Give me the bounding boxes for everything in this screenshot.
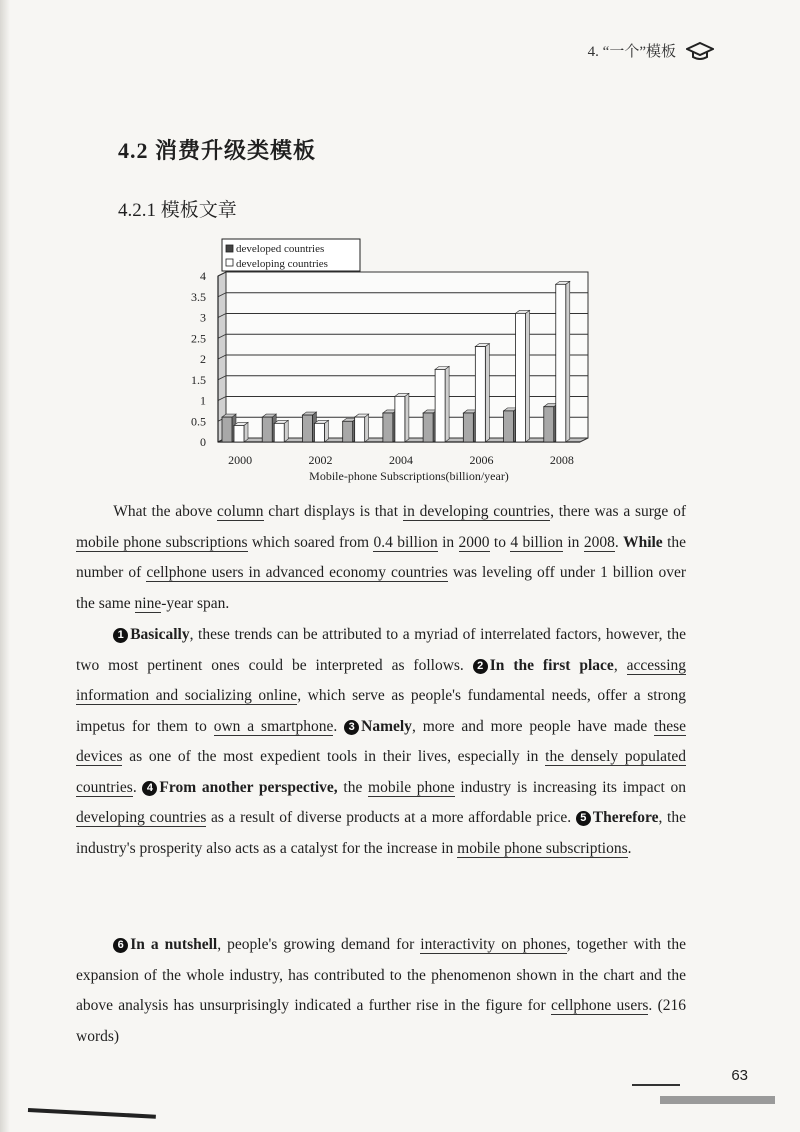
x-tick-label: 2002 — [308, 453, 333, 467]
y-tick-label: 2.5 — [191, 331, 206, 346]
paragraph-1: What the above column chart displays is that in developing countries, there was a surge of mobile phone subscriptions which soared from 0.4 billion in 2000 to 4 billion in 2008. While the number of cellphone users in advanced economy countries was leveling off under 1 billion over the same nine-year span. — [76, 503, 687, 612]
x-tick-label: 2004 — [389, 453, 413, 467]
bar-developing-countries — [516, 313, 526, 442]
graduation-cap-icon — [686, 41, 714, 61]
y-tick-label: 1.5 — [191, 372, 206, 387]
bar-developed-countries — [383, 413, 393, 442]
bar-developed-countries — [423, 413, 433, 442]
legend-swatch-developing — [226, 259, 233, 266]
circled-number-4: 4 — [142, 781, 157, 796]
bar-developed-countries — [302, 415, 312, 442]
bar-developing-countries — [314, 423, 324, 442]
y-tick-label: 3 — [200, 310, 206, 325]
x-tick-label: 2000 — [228, 453, 253, 467]
bar-developing-countries — [435, 369, 445, 442]
bar-developed-countries — [262, 417, 272, 442]
bar-developed-countries — [544, 407, 554, 442]
circled-number-2: 2 — [473, 659, 488, 674]
circled-number-5: 5 — [576, 811, 591, 826]
y-tick-label: 4 — [200, 269, 206, 283]
paragraph-3: 6 In a nutshell, people's growing demand for interactivity on phones, together with the expansion of the whole industry, has contributed to the phenomenon shown in the chart and the above analysis has unsurprisingly indicated a further rise in the figure for cellphone users. (216 words) — [76, 936, 686, 1045]
bar-developing-countries — [355, 417, 365, 442]
bottom-rule — [28, 1108, 156, 1119]
bar-developed-countries — [463, 413, 473, 442]
bar-developed-countries — [504, 411, 514, 442]
bar-developing-countries — [274, 423, 284, 442]
footer-mark — [632, 1084, 680, 1086]
bar-chart — [180, 236, 600, 498]
bar-developing-countries-side — [405, 393, 409, 442]
bar-developing-countries-side — [284, 420, 288, 442]
legend-swatch-developed — [226, 245, 233, 252]
bar-developing-countries — [556, 284, 566, 442]
legend-label-developing: developing countries — [236, 258, 328, 270]
section-title: 4.2 消费升级类模板 — [118, 138, 317, 163]
bar-developing-countries — [234, 425, 244, 442]
running-header — [588, 40, 714, 61]
footer-bar — [660, 1096, 775, 1104]
bar-developed-countries — [343, 421, 353, 442]
page-edge — [0, 0, 10, 1132]
bar-developing-countries-side — [244, 422, 248, 442]
y-tick-label: 0 — [200, 435, 206, 449]
paragraph-2: 1 Basically, these trends can be attributed to a myriad of interrelated factors, however, the two most pertinent ones could be interpreted as follows. 2 In the first place, accessing information and socializing online, which serve as people's fundamental needs, offer a strong impetus for them to own a smartphone. 3 Namely, more and more people have made these devices as one of the most expedient tools in their lives, especially in the densely populated countries. 4 From another perspective, the mobile phone industry is increasing its impact on developing countries as a result of diverse products at a more affordable price. 5 Therefore, the industry's prosperity also acts as a catalyst for the increase in mobile phone subscriptions. — [76, 626, 687, 857]
y-tick-label: 0.5 — [191, 414, 206, 429]
bar-developing-countries-side — [566, 281, 570, 442]
circled-number-3: 3 — [344, 720, 359, 735]
subsection-title: 4.2.1 模板文章 — [118, 200, 237, 221]
bar-developing-countries-side — [365, 414, 369, 442]
y-tick-label: 3.5 — [191, 289, 206, 304]
legend-label-developed: developed countries — [236, 243, 325, 255]
bar-developing-countries-side — [324, 420, 328, 442]
bar-developing-countries — [475, 347, 485, 442]
circled-number-1: 1 — [113, 628, 128, 643]
bar-developing-countries — [395, 396, 405, 442]
x-axis-title: Mobile-phone Subscriptions(billion/year) — [309, 469, 509, 483]
bar-developed-countries — [222, 417, 232, 442]
bar-developing-countries-side — [526, 310, 530, 442]
bar-developing-countries-side — [485, 344, 489, 442]
header-text: 4. “一个”模板 — [587, 44, 676, 60]
x-tick-label: 2008 — [549, 453, 574, 467]
page-number: 63 — [731, 1067, 748, 1084]
bar-developing-countries-side — [445, 366, 449, 442]
circled-number-6: 6 — [113, 938, 128, 953]
x-tick-label: 2006 — [469, 453, 494, 467]
y-tick-label: 2 — [200, 352, 206, 366]
y-tick-label: 1 — [200, 393, 206, 408]
